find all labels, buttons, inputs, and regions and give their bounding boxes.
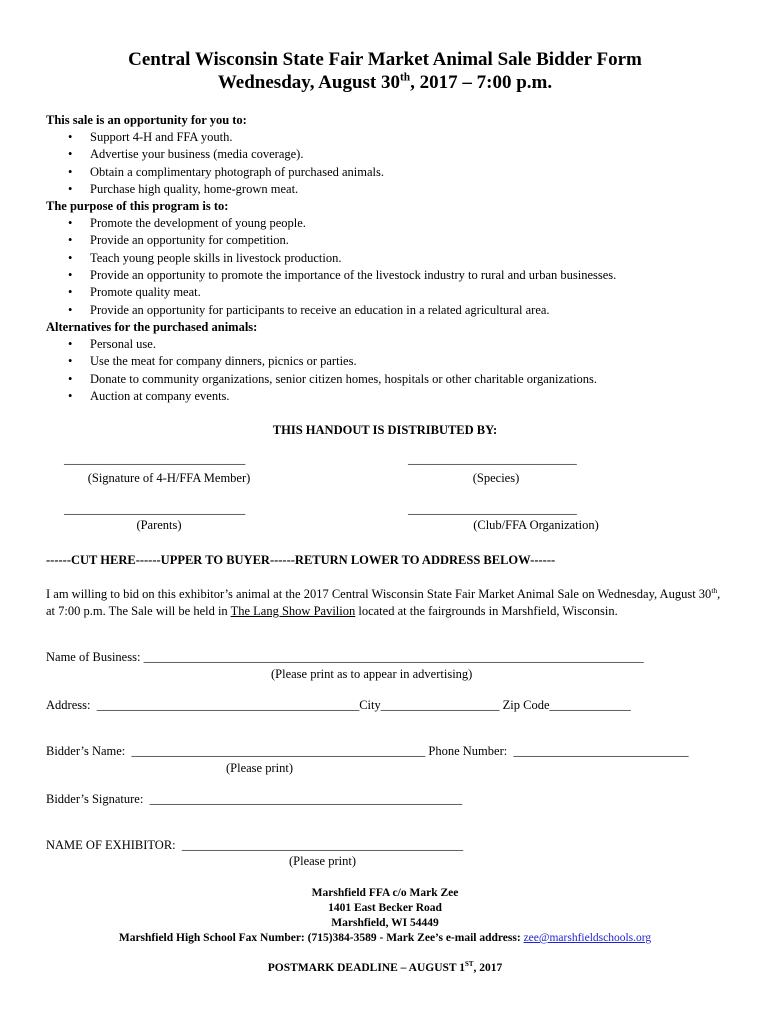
business-label: Name of Business: [46, 650, 141, 664]
purpose-list [46, 215, 736, 319]
business-name-field[interactable]: ________________________________________________________________________________ [143, 650, 644, 664]
bidder-name-row [46, 744, 688, 759]
bidder-signature-field[interactable]: __________________________________________________ [149, 792, 463, 806]
section-heading-purpose: The purpose of this program is to: [46, 199, 229, 214]
business-hint: (Please print as to appear in advertising) [271, 667, 473, 681]
venue-name: The Lang Show Pavilion [230, 604, 356, 618]
statement-text: I am willing to bid on this exhibitor’s animal at the 2017 Central Wisconsin State Fair Market Animal Sale on Wednesday, August 30 [46, 587, 712, 601]
parents-signature-line[interactable]: _____________________________ [64, 502, 246, 516]
city-label: City [359, 698, 381, 712]
email-separator: : [516, 932, 524, 944]
statement-text: located at the fairgrounds in Marshfield, Wisconsin. [355, 604, 618, 618]
exhibitor-row [46, 838, 463, 853]
postmark-deadline [0, 961, 770, 976]
list-item: • Promote quality meat. [46, 284, 736, 301]
statement-text: , at 7:00 p.m. The Sale will be held in [46, 587, 721, 618]
club-caption: (Club/FFA Organization) [473, 518, 599, 532]
bidder-signature-row [46, 792, 462, 807]
phone-label: Phone Number: [428, 744, 508, 758]
zip-label: Zip Code [502, 698, 550, 712]
opportunity-list [46, 129, 736, 198]
list-item: • Purchase high quality, home-grown meat. [46, 181, 736, 198]
cut-here-line: ------CUT HERE------UPPER TO BUYER------RETURN LOWER TO ADDRESS BELOW------ [46, 553, 556, 567]
fax-text: Marshfield High School Fax Number: (715)384-3589 - Mark Zee’s e-mail address [118, 932, 517, 944]
date-text: Wednesday, August 30 [217, 72, 401, 93]
list-item: • Provide an opportunity to promote the importance of the livestock industry to rural and urban businesses. [46, 267, 736, 284]
alternatives-list [46, 336, 736, 405]
form-date [0, 72, 770, 94]
parents-caption: (Parents) [136, 518, 182, 532]
phone-field[interactable]: ____________________________ [513, 744, 689, 758]
exhibitor-hint: (Please print) [289, 854, 356, 868]
mailing-street: 1401 East Becker Road [328, 902, 442, 914]
section-heading-opportunity: This sale is an opportunity for you to: [46, 113, 247, 127]
member-signature-caption: (Signature of 4-H/FFA Member) [87, 471, 251, 485]
city-field[interactable]: ___________________ [380, 698, 500, 712]
exhibitor-label: NAME OF EXHIBITOR: [46, 838, 176, 852]
list-item: • Teach young people skills in livestock production. [46, 250, 736, 267]
intro-sections [46, 112, 736, 405]
deadline-suffix: ST [465, 961, 474, 969]
mailing-city: Marshfield, WI 54449 [331, 917, 439, 929]
bidder-name-field[interactable]: _______________________________________________ [131, 744, 426, 758]
address-label: Address: [46, 698, 91, 712]
list-item: • Advertise your business (media coverage). [46, 146, 736, 163]
email-link[interactable]: zee@marshfieldschools.org [523, 932, 652, 944]
club-line[interactable]: ___________________________ [408, 502, 577, 516]
member-signature-line[interactable]: _____________________________ [64, 452, 246, 466]
bidder-signature-label: Bidder’s Signature: [46, 792, 144, 806]
bid-statement [46, 586, 731, 620]
species-caption: (Species) [472, 471, 520, 485]
list-item: • Support 4-H and FFA youth. [46, 129, 736, 146]
list-item: • Auction at company events. [46, 388, 736, 405]
address-field[interactable]: __________________________________________ [96, 698, 360, 712]
distributed-by-heading: THIS HANDOUT IS DISTRIBUTED BY: [272, 423, 498, 437]
statement-suffix: th [711, 585, 718, 595]
species-line[interactable]: ___________________________ [408, 452, 577, 466]
list-item: • Promote the development of young people. [46, 215, 736, 232]
exhibitor-name-field[interactable]: _____________________________________________ [181, 838, 464, 852]
address-row [46, 698, 631, 713]
deadline-year: , 2017 [473, 962, 503, 974]
zip-field[interactable]: _____________ [549, 698, 631, 712]
bidder-name-label: Bidder’s Name: [46, 744, 126, 758]
list-item: • Donate to community organizations, senior citizen homes, hospitals or other charitable organizations. [46, 371, 736, 388]
form-title: Central Wisconsin State Fair Market Animal Sale Bidder Form [128, 49, 642, 70]
date-suffix: th [400, 71, 411, 84]
deadline-text: POSTMARK DEADLINE – AUGUST 1 [267, 962, 466, 974]
list-item: • Provide an opportunity for participants to receive an education in a related agricultural area. [46, 302, 736, 319]
business-name-row [46, 650, 644, 665]
contact-line [0, 931, 770, 946]
list-item: • Provide an opportunity for competition. [46, 232, 736, 249]
list-item: • Obtain a complimentary photograph of purchased animals. [46, 164, 736, 181]
mailing-name: Marshfield FFA c/o Mark Zee [311, 887, 459, 899]
bidder-name-hint: (Please print) [226, 761, 293, 775]
date-time-text: , 2017 – 7:00 p.m. [410, 72, 553, 93]
section-heading-alternatives: Alternatives for the purchased animals: [46, 319, 258, 334]
list-item: • Personal use. [46, 336, 736, 353]
list-item: • Use the meat for company dinners, picnics or parties. [46, 353, 736, 370]
